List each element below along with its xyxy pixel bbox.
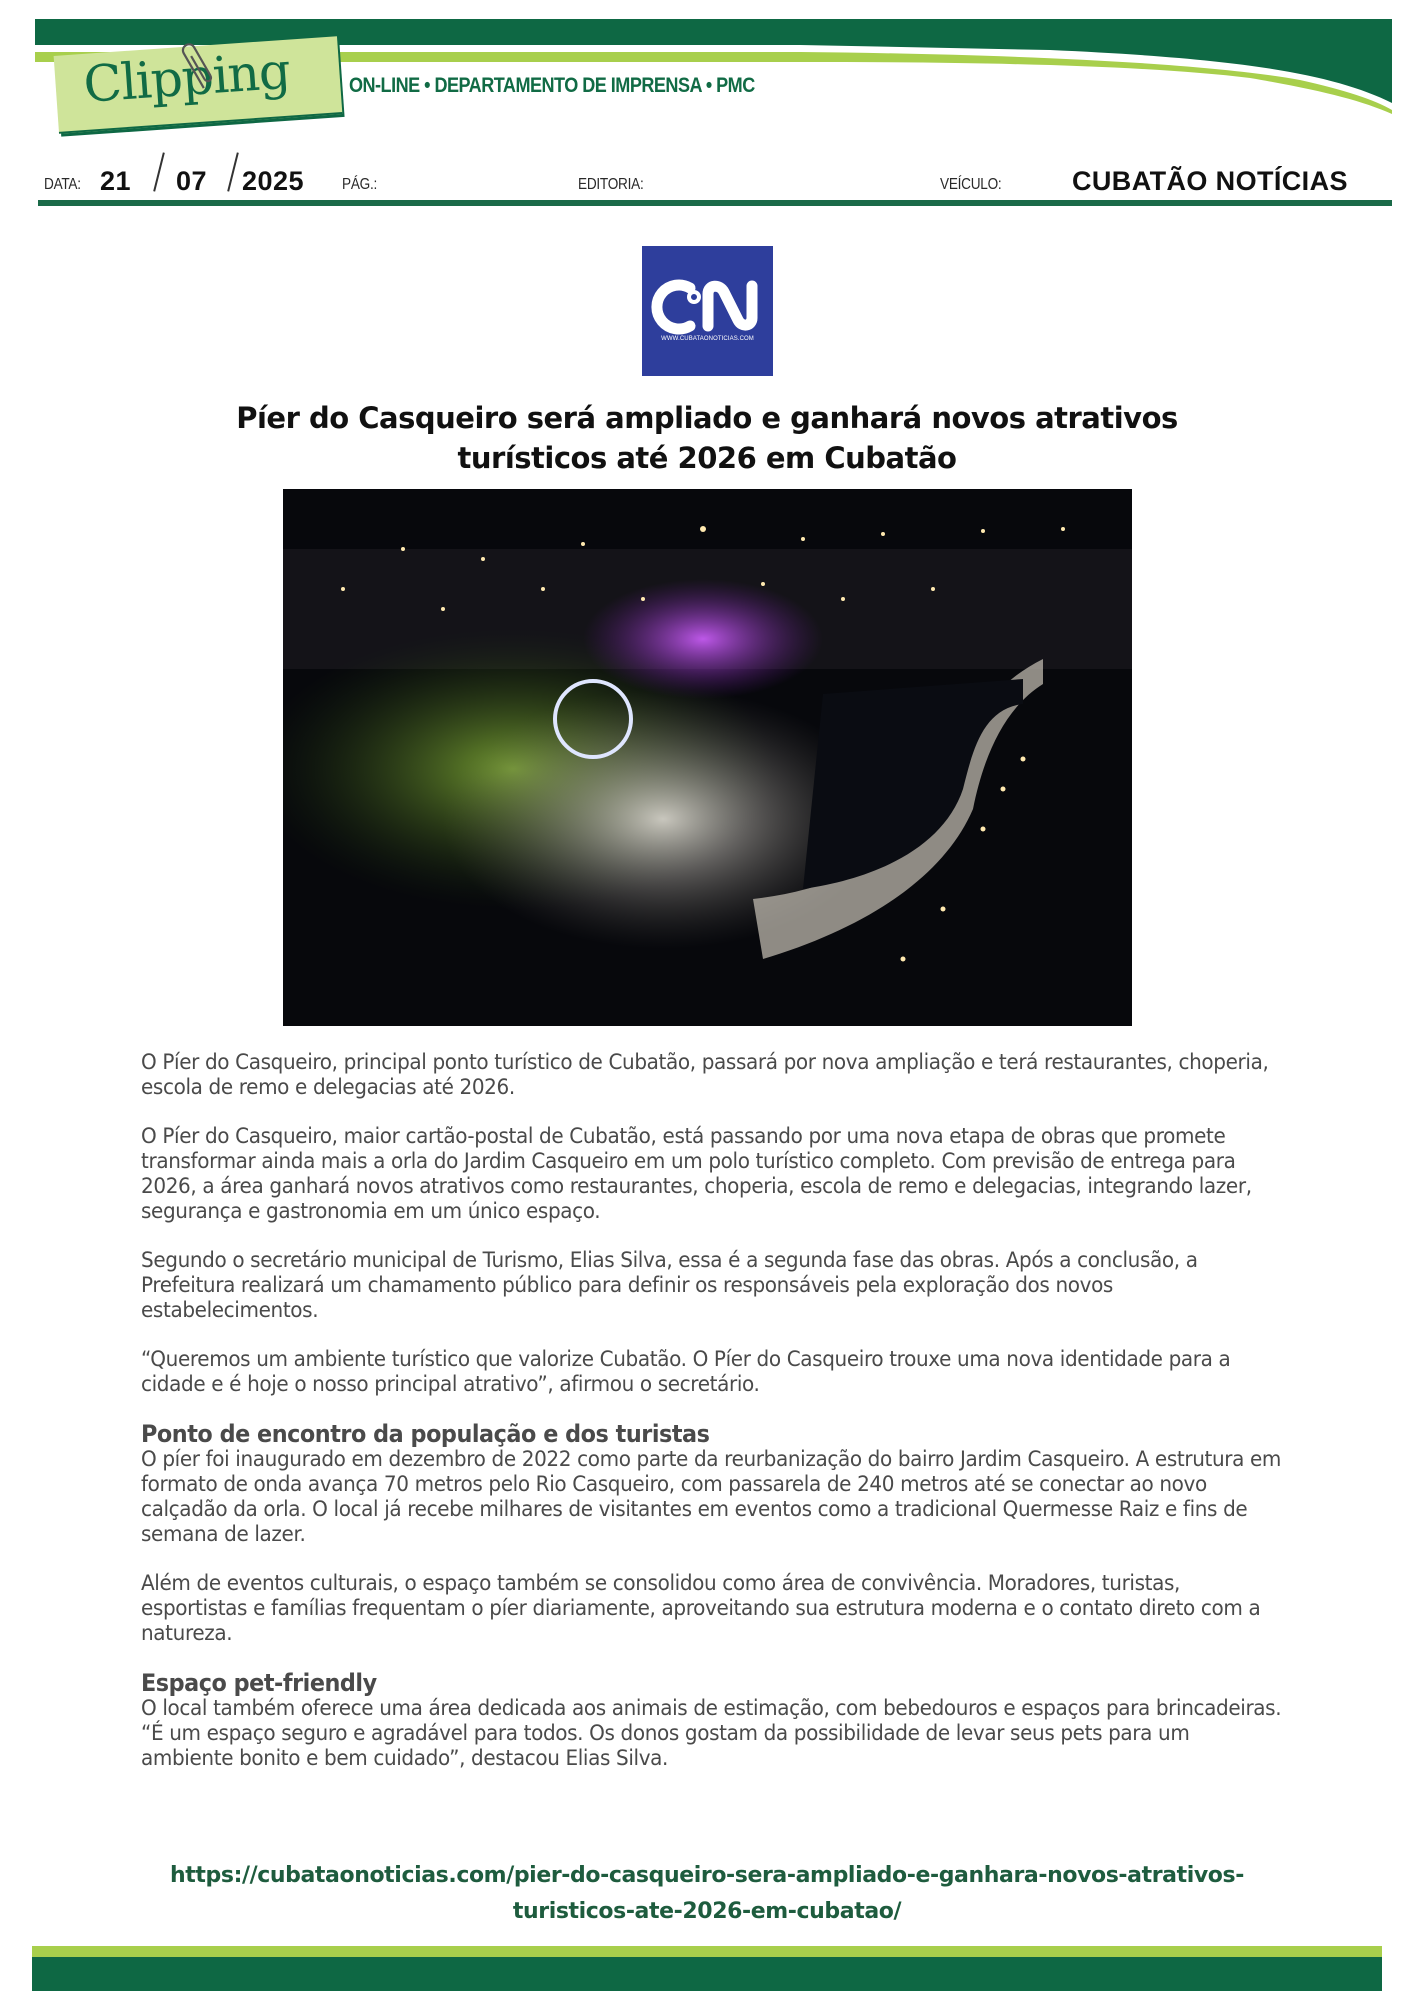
- date-separator: [153, 152, 165, 191]
- article-paragraph: “Queremos um ambiente turístico que valorize Cubatão. O Píer do Casqueiro trouxe uma nova identidade para a cidade e é hoje o nosso principal atrativo”, afirmou o secretário.: [141, 1347, 1231, 1397]
- article-body: [141, 1050, 1281, 1795]
- section-label: EDITORIA:: [578, 176, 644, 193]
- clipping-meta-row: [0, 150, 1414, 202]
- footer-green-band: [32, 1957, 1382, 1991]
- date-separator: [227, 152, 239, 191]
- article-paragraph: Segundo o secretário municipal de Turismo, Elias Silva, essa é a segunda fase das obras. Após a conclusão, a Prefeitura realizará um chamamento público para definir os responsáveis pela exploração dos novos estabelecimentos.: [141, 1248, 1198, 1323]
- article-paragraph: O Píer do Casqueiro, maior cartão-postal de Cubatão, está passando por uma nova etapa de obras que promete transformar ainda mais a orla do Jardim Casqueiro em um polo turístico completo. Com previsão de entrega para 2026, a área ganhará novos atrativos como restaurantes, choperia, escola de remo e delegacias, integrando lazer, segurança e gastronomia em um único espaço.: [141, 1124, 1252, 1224]
- article-photo: [283, 489, 1132, 1026]
- date-day: 21: [100, 166, 132, 196]
- page-label: PÁG.:: [342, 176, 378, 193]
- logo-url-text: WWW.CUBATAONOTICIAS.COM: [661, 336, 754, 342]
- article-paragraph: Além de eventos culturais, o espaço também se consolidou como área de convivência. Moradores, turistas, esportistas e famílias frequentam o píer diariamente, aproveitando sua estrutura moderna e o contato direto com a natureza.: [141, 1571, 1261, 1646]
- aerial-night-photo: [283, 489, 1132, 1026]
- cubatao-noticias-logo: [642, 246, 773, 376]
- article-paragraph: O píer foi inaugurado em dezembro de 2022 como parte da reurbanização do bairro Jardim Casqueiro. A estrutura em formato de onda avança 70 metros pelo Rio Casqueiro, com passarela de 240 metros até se conectar ao novo calçadão da orla. O local já recebe milhares de visitantes em eventos como a tradicional Quermesse Raiz e fins de semana de lazer.: [141, 1447, 1282, 1547]
- vehicle-label: VEÍCULO:: [940, 176, 1002, 193]
- source-url-link[interactable]: https://cubataonoticias.com/pier-do-casqueiro-sera-ampliado-e-ganhara-novos-atrativos- turisticos-ate-2026-em-cubatao/: [170, 1863, 1244, 1924]
- department-line: ON-LINE • DEPARTAMENTO DE IMPRENSA • PMC: [349, 74, 755, 97]
- section-heading-pet-friendly: Espaço pet-friendly: [141, 1669, 377, 1697]
- date-month: 07: [176, 166, 208, 196]
- header-divider: [38, 200, 1392, 206]
- cn-logo-mark: [642, 246, 773, 376]
- clipping-tag-label: Clipping: [81, 41, 292, 114]
- article-paragraph: O local também oferece uma área dedicada aos animais de estimação, com bebedouros e espaços para brincadeiras. “É um espaço seguro e agradável para todos. Os donos gostam da possibilidade de levar seus pets para um ambiente bonito e bem cuidado”, destacou Elias Silva.: [141, 1696, 1282, 1771]
- section-heading-meeting-point: Ponto de encontro da população e dos turistas: [141, 1420, 710, 1448]
- date-label: DATA:: [44, 176, 81, 193]
- date-year: 2025: [242, 166, 305, 196]
- footer-lime-band: [32, 1946, 1382, 1957]
- vehicle-name: CUBATÃO NOTÍCIAS: [1072, 166, 1348, 196]
- article-title: Píer do Casqueiro será ampliado e ganhará novos atrativos turísticos até 2026 em Cubatão: [236, 401, 1178, 475]
- article-lead: O Píer do Casqueiro, principal ponto turístico de Cubatão, passará por nova ampliação e terá restaurantes, choperia, escola de remo e delegacias até 2026.: [141, 1050, 1269, 1100]
